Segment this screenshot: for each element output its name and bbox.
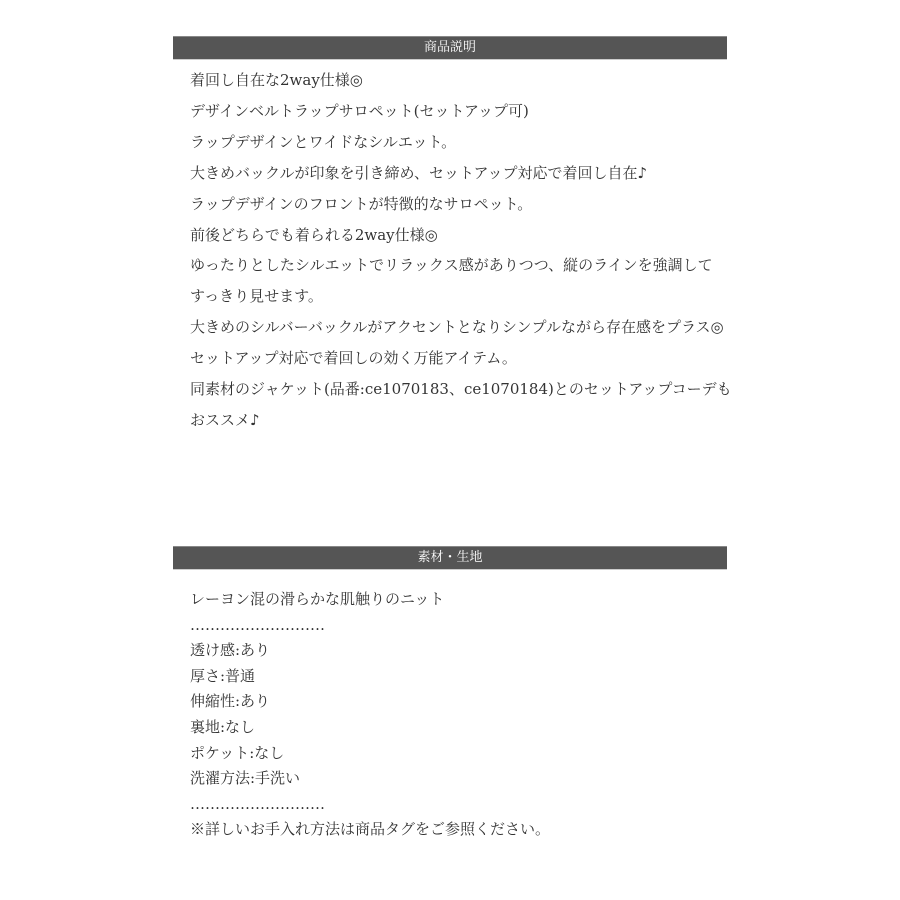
- text-line: ゆったりとしたシルエットでリラックス感がありつつ、縦のラインを強調して: [190, 256, 713, 275]
- text-line: セットアップ対応で着回しの効く万能アイテム。: [190, 349, 517, 368]
- text-line: ………………………: [190, 794, 325, 813]
- text-line: 前後どちらでも着られる2way仕様◎: [190, 225, 438, 244]
- section-header-description: 商品説明: [173, 36, 727, 60]
- text-line: 大きめのシルバーバックルがアクセントとなりシンプルながら存在感をプラス◎: [190, 318, 724, 337]
- text-line: すっきり見せます。: [190, 287, 323, 306]
- text-line: 大きめバックルが印象を引き締め、セットアップ対応で着回し自在♪: [190, 163, 648, 182]
- text-line: 裏地:なし: [190, 717, 256, 736]
- description-text: [190, 65, 730, 436]
- text-line: 伸縮性:あり: [190, 692, 271, 711]
- text-line: レーヨン混の滑らかな肌触りのニット: [190, 590, 445, 608]
- text-line: ※詳しいお手入れ方法は商品タグをご参照ください。: [190, 820, 551, 839]
- text-line: 透け感:あり: [190, 641, 271, 660]
- text-line: ラップデザインのフロントが特徴的なサロペット。: [190, 194, 533, 213]
- text-line: ポケット:なし: [190, 743, 285, 762]
- text-line: ラップデザインとワイドなシルエット。: [190, 132, 457, 151]
- section-header-material: 素材・生地: [173, 546, 727, 570]
- material-text: [190, 587, 730, 843]
- text-line: おススメ♪: [190, 410, 260, 429]
- text-line: ………………………: [190, 615, 325, 634]
- text-line: デザインベルトラップサロペット(セットアップ可): [190, 101, 529, 120]
- text-line: 洗濯方法:手洗い: [190, 769, 301, 788]
- text-line: 同素材のジャケット(品番:ce1070183、ce1070184)とのセットアップコーデも: [190, 380, 732, 399]
- text-line: 厚さ:普通: [190, 666, 256, 685]
- text-line: 着回し自在な2way仕様◎: [190, 71, 363, 89]
